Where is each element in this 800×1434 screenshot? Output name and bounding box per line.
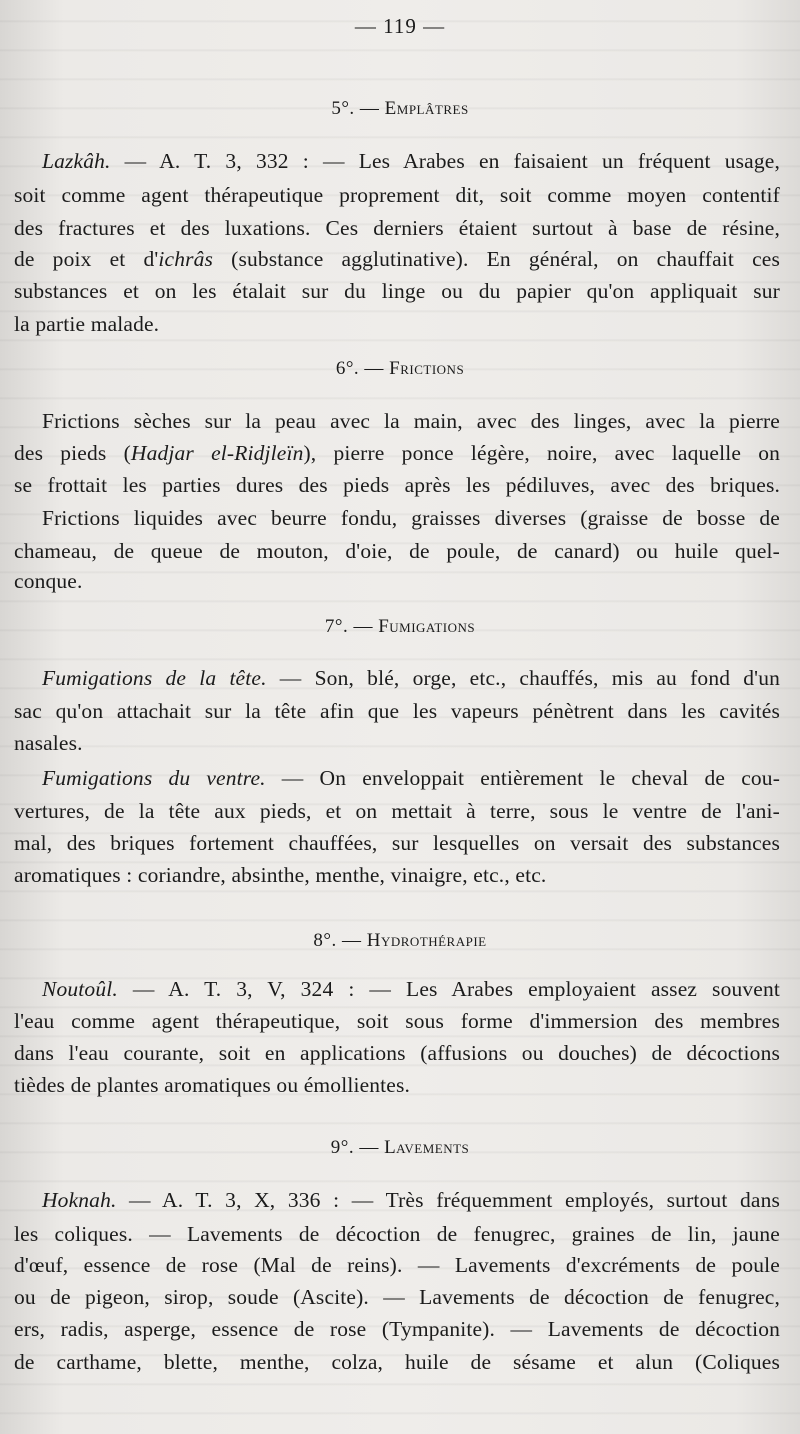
- text-line: aromatiques : coriandre, absinthe, menthe, vinaigre, etc., etc.: [14, 863, 547, 887]
- text-line: Noutoûl. — A. T. 3, V, 324 : — Les Arabes employaient assez souvent: [42, 977, 780, 1001]
- section-heading-fumigations: 7°. — Fumigations: [324, 616, 476, 637]
- term: Noutoûl.: [42, 977, 118, 1001]
- text-line: de carthame, blette, menthe, colza, huile de sésame et alun (Coliques: [14, 1350, 780, 1374]
- section-heading-hydrotherapie: 8°. — Hydrothérapie: [313, 930, 487, 951]
- section-heading-lavements: 9°. — Lavements: [330, 1137, 470, 1158]
- text-line: Hoknah. — A. T. 3, X, 336 : — Très fréquemment employés, surtout dans: [42, 1188, 780, 1212]
- text-line: des fractures et des luxations. Ces derniers étaient surtout à base de résine,: [14, 216, 780, 240]
- term: Hoknah.: [42, 1188, 117, 1212]
- text-line: ou de pigeon, sirop, soude (Ascite). — Lavements de décoction de fenugrec,: [14, 1285, 780, 1309]
- term: ichrâs: [158, 247, 214, 271]
- section-heading-emplatres: 5°. — Emplâtres: [331, 98, 469, 119]
- text-line: vertures, de la tête aux pieds, et on mettait à terre, sous le ventre de l'ani-: [14, 799, 780, 823]
- page-number: — 119 —: [354, 14, 446, 38]
- text-line: ers, radis, asperge, essence de rose (Tympanite). — Lavements de décoction: [14, 1317, 780, 1341]
- text-line: l'eau comme agent thérapeutique, soit sous forme d'immersion des membres: [14, 1009, 780, 1033]
- text-line: la partie malade.: [14, 312, 160, 336]
- text-line: mal, des briques fortement chauffées, sur lesquelles on versait des substances: [14, 831, 780, 855]
- text-line: conque.: [14, 569, 83, 593]
- section-heading-frictions: 6°. — Frictions: [335, 358, 465, 379]
- text-line: Fumigations de la tête. — Son, blé, orge, etc., chauffés, mis au fond d'un: [42, 666, 781, 690]
- text-line: Lazkâh. — A. T. 3, 332 : — Les Arabes en faisaient un fréquent usage,: [42, 149, 780, 173]
- text-line: Frictions liquides avec beurre fondu, graisses diverses (graisse de bosse de: [42, 506, 780, 530]
- text-line: chameau, de queue de mouton, d'oie, de poule, de canard) ou huile quel-: [14, 539, 780, 563]
- text-line: dans l'eau courante, soit en applications (affusions ou douches) de décoctions: [14, 1041, 780, 1065]
- term: Fumigations de la tête.: [42, 666, 267, 690]
- term: Fumigations du ventre.: [42, 766, 266, 790]
- text-line: nasales.: [14, 731, 83, 755]
- text-line: sac qu'on attachait sur la tête afin que les vapeurs pénètrent dans les cavités: [14, 699, 780, 723]
- text-line: tièdes de plantes aromatiques ou émollientes.: [14, 1073, 411, 1097]
- text-line: d'œuf, essence de rose (Mal de reins). — Lavements d'excréments de poule: [14, 1253, 780, 1277]
- text-line: Frictions sèches sur la peau avec la main, avec des linges, avec la pierre: [42, 409, 780, 433]
- text-line: Fumigations du ventre. — On enveloppait entièrement le cheval de cou-: [42, 766, 781, 790]
- text-line: de poix et d'ichrâs (substance agglutinative). En général, on chauffait ces: [14, 247, 780, 271]
- term: Hadjar el-Ridjleïn: [130, 441, 304, 465]
- text-line: les coliques. — Lavements de décoction de fenugrec, graines de lin, jaune: [14, 1222, 780, 1246]
- term: Lazkâh.: [42, 149, 111, 173]
- text-line: des pieds (Hadjar el-Ridjleïn), pierre ponce légère, noire, avec laquelle on: [14, 441, 780, 465]
- text-line: substances et on les étalait sur du linge ou du papier qu'on appliquait sur: [14, 279, 780, 303]
- text-line: se frottait les parties dures des pieds après les pédiluves, avec des briques.: [14, 473, 780, 497]
- text-line: soit comme agent thérapeutique proprement dit, soit comme moyen contentif: [14, 183, 780, 207]
